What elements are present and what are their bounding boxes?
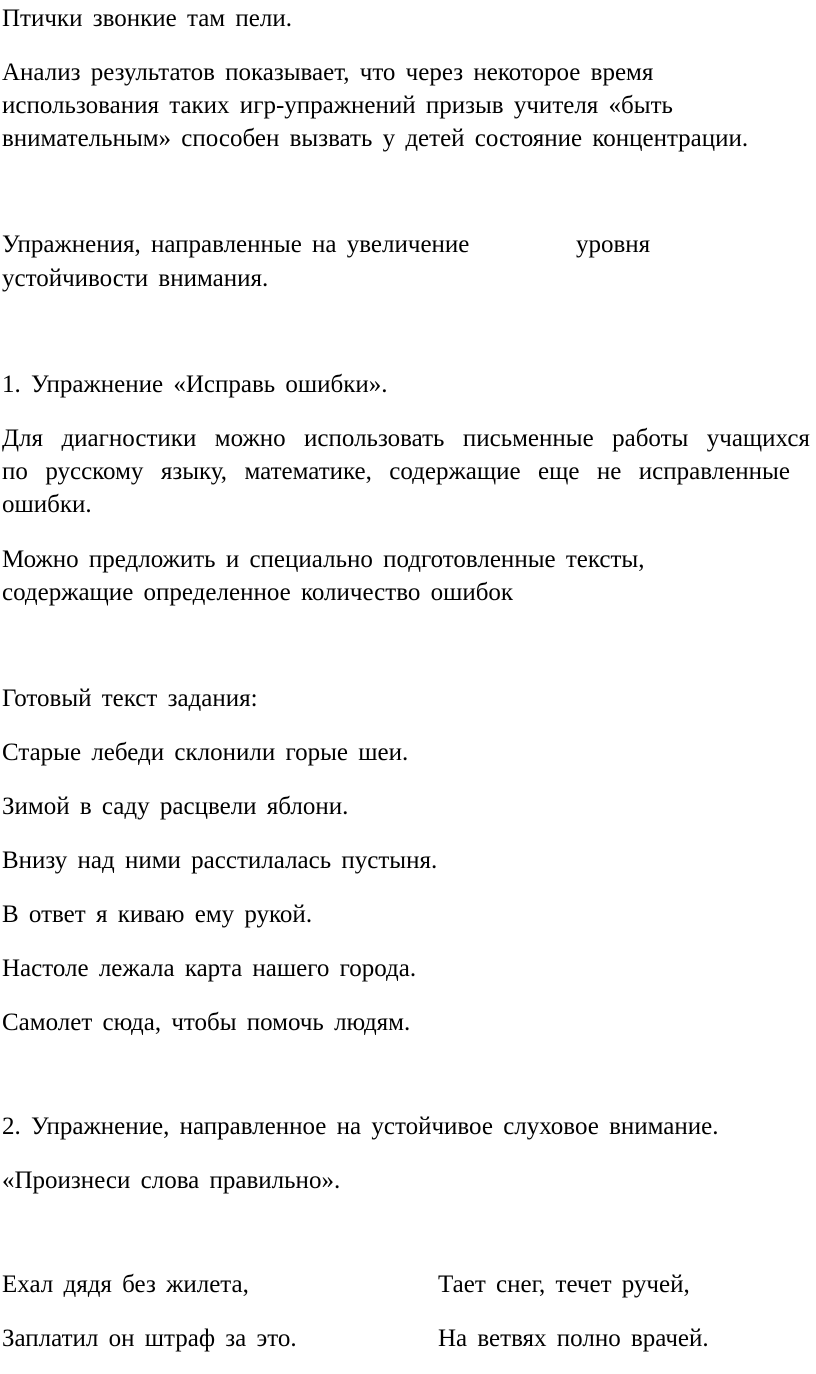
task-sentence: Самолет сюда, чтобы помочь людям. (2, 1009, 411, 1036)
word: исправленные (638, 458, 790, 485)
word: работы (612, 425, 689, 452)
exercise1-text-line3: ошибки. (2, 491, 92, 518)
poem-right-line1: Тает снег, течет ручей, (438, 1271, 690, 1298)
word: еще (538, 458, 580, 485)
task-sentence: Внизу над ними расстилалась пустыня. (2, 847, 438, 874)
word: Для (2, 425, 44, 452)
analysis-line-2: использования таких игр-упражнений призыв учителя «быть (2, 92, 673, 119)
word: по (2, 458, 28, 485)
exercise2-subtitle: «Произнеси слова правильно». (2, 1167, 341, 1194)
exercise2-title: 2. Упражнение, направленное на устойчивое слуховое внимание. (2, 1113, 719, 1140)
word: диагностики (61, 425, 197, 452)
word: учащихся (706, 425, 810, 452)
poem-left-line2: Заплатил он штраф за это. (2, 1325, 297, 1352)
word: содержащие (389, 458, 521, 485)
task-sentence: Старые лебеди склонили горые шеи. (2, 739, 409, 766)
analysis-line-1: Анализ результатов показывает, что через некоторое время (2, 59, 654, 86)
word: можно (214, 425, 286, 452)
task-label: Готовый текст задания: (2, 685, 258, 712)
word: русскому (45, 458, 144, 485)
exercise1-text-line1 (2, 422, 810, 455)
word: языку, (160, 458, 228, 485)
stability-heading-part1: Упражнения, направленные на увеличение (2, 231, 470, 258)
poem-right-line2: На ветвях полно врачей. (438, 1325, 709, 1352)
word: не (596, 458, 622, 485)
task-sentence: Зимой в саду расцвели яблони. (2, 793, 349, 820)
word: письменные (462, 425, 594, 452)
word: использовать (304, 425, 445, 452)
exercise1-title: 1. Упражнение «Исправь ошибки». (2, 371, 388, 398)
task-sentence: В ответ я киваю ему рукой. (2, 901, 313, 928)
poem-left-line1: Ехал дядя без жилета, (2, 1271, 249, 1298)
exercise1-extra-line1: Можно предложить и специально подготовленные тексты, (2, 546, 645, 573)
analysis-line-3: внимательным» способен вызвать у детей состояние концентрации. (2, 125, 749, 152)
stability-heading-line2: устойчивости внимания. (2, 265, 269, 292)
exercise1-extra-line2: содержащие определенное количество ошибок (2, 579, 514, 606)
word: математике, (244, 458, 372, 485)
stability-heading-part2: уровня (576, 231, 651, 258)
task-sentence: Настоле лежала карта нашего города. (2, 955, 417, 982)
exercise1-text-line2 (2, 455, 790, 488)
intro-line: Птички звонкие там пели. (2, 5, 292, 32)
